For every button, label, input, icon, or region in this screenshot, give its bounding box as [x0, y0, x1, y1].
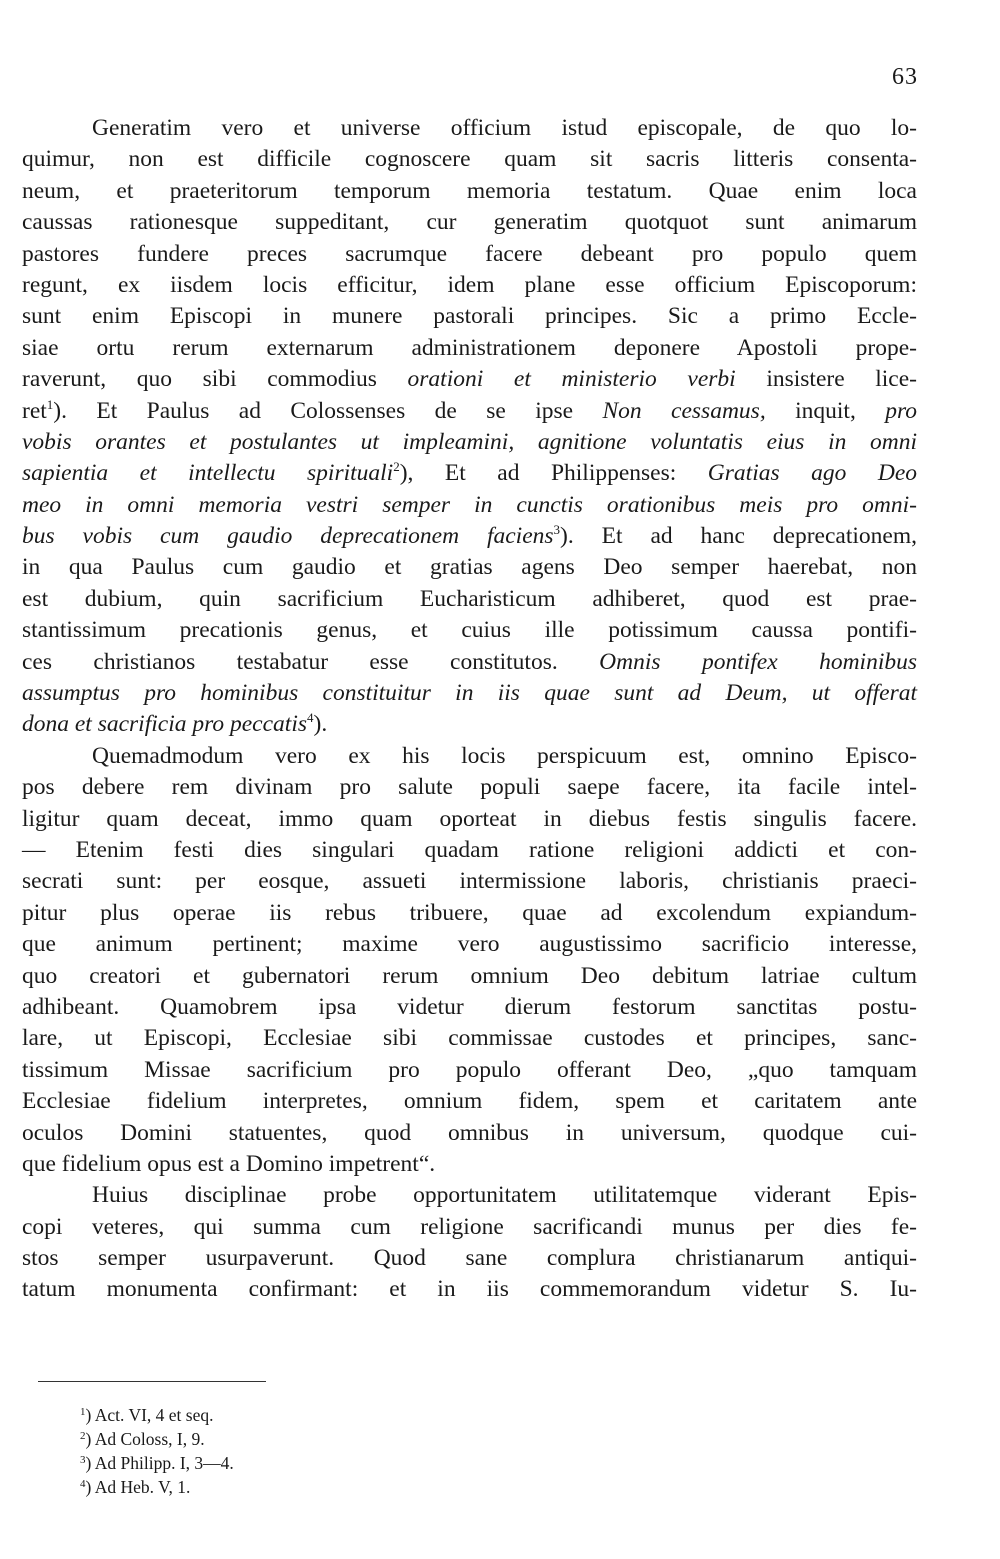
text-segment: raverunt, quo sibi commodius — [22, 366, 377, 393]
text-line: tissimum Missae sacrificium pro populo offerant Deo, „quo tamquam — [22, 1056, 917, 1083]
text-segment: insistere lice- — [766, 366, 917, 393]
text-line: secrati sunt: per eosque, assueti intermissione laboris, christianis praeci- — [22, 868, 917, 895]
italic-quote: bus vobis cum gaudio deprecationem faciens — [22, 523, 554, 550]
italic-quote: Non cessamus, — [602, 397, 766, 424]
text-line: siae ortu rerum externarum administrationem deponere Apostoli prope- — [22, 334, 917, 361]
footnote-text: ) Ad Philipp. I, 3—4. — [85, 1453, 234, 1473]
footnote-marker: 3 — [553, 522, 561, 538]
text-line: oculos Domini statuentes, quod omnibus in universum, quodque cui- — [22, 1119, 917, 1146]
text-line: pos debere rem divinam pro salute populi saepe facere, ita facile intel- — [22, 774, 917, 801]
footnote-number: 1 — [80, 1406, 86, 1418]
text-line — [22, 458, 917, 489]
italic-quote: Gratias ago Deo — [707, 460, 917, 487]
footnotes — [80, 1403, 480, 1499]
text-segment: ), Et ad Philippenses: — [399, 460, 677, 487]
text-line — [22, 678, 917, 709]
footnote — [80, 1403, 480, 1427]
text-line — [22, 396, 917, 427]
text-line: est dubium, quin sacrificium Eucharisticum adhiberet, quod est prae- — [22, 585, 917, 612]
text-line: copi veteres, qui summa cum religione sacrificandi munus per dies fe- — [22, 1213, 917, 1240]
italic-quote: sapientia et intellectu spirituali — [22, 460, 394, 487]
text-segment: ces christianos testabatur esse constitutos. — [22, 648, 558, 675]
text-line: Ecclesiae fidelium interpretes, omnium fidem, spem et caritatem ante — [22, 1088, 917, 1115]
text-line: neum, et praeteritorum temporum memoria testatum. Quae enim loca — [22, 177, 917, 204]
text-segment: ret — [22, 397, 47, 424]
footnote-number: 2 — [80, 1430, 86, 1442]
footnote-marker: 4 — [307, 710, 314, 726]
italic-quote: dona et sacrificia pro peccatis — [22, 711, 307, 738]
text-line: pastores fundere preces sacrumque facere debeant pro populo quem — [22, 240, 917, 267]
footnote-number: 3 — [80, 1454, 86, 1466]
text-line — [22, 427, 917, 458]
italic-quote: orationi et ministerio verbi — [407, 366, 736, 393]
footnote-separator — [38, 1381, 266, 1382]
text-line: ligitur quam deceat, immo quam oporteat in diebus festis singulis facere. — [22, 805, 917, 832]
text-line: pitur plus operae iis rebus tribuere, quae ad excolendum expiandum- — [22, 899, 917, 926]
text-line: quimur, non est difficile cognoscere quam sit sacris litteris consenta- — [22, 146, 917, 173]
text-line: — Etenim festi dies singulari quadam ratione religioni addicti et con- — [22, 836, 917, 863]
italic-quote: pro — [885, 397, 918, 424]
italic-quote: vobis orantes et postulantes ut impleamini, agnitione voluntatis eius in omni — [22, 428, 917, 455]
footnote-number: 4 — [80, 1478, 86, 1490]
body-text — [22, 113, 917, 1306]
text-line: sunt enim Episcopi in munere pastorali principes. Sic a primo Eccle- — [22, 303, 917, 330]
italic-quote: meo in omni memoria vestri semper in cunctis orationibus meis pro omni- — [22, 491, 917, 518]
text-line: Huius disciplinae probe opportunitatem utilitatemque viderant Epis- — [92, 1182, 917, 1209]
text-line: Quemadmodum vero ex his locis perspicuum est, omnino Episco- — [92, 742, 917, 769]
text-segment: inquit, — [795, 397, 856, 424]
text-line — [22, 364, 917, 395]
text-line — [22, 521, 917, 552]
footnote — [80, 1451, 480, 1475]
text-line: que animum pertinent; maxime vero augustissimo sacrificio interesse, — [22, 931, 917, 958]
footnote-marker: 1 — [46, 396, 54, 412]
text-line: stantissimum precationis genus, et cuius ille potissimum caussa pontifi- — [22, 617, 917, 644]
footnote — [80, 1475, 480, 1499]
text-line — [22, 709, 917, 740]
text-line — [22, 490, 917, 521]
text-line: regunt, ex iisdem locis efficitur, idem plane esse officium Episcoporum: — [22, 271, 917, 298]
text-line: adhibeant. Quamobrem ipsa videtur dierum festorum sanctitas postu- — [22, 993, 917, 1020]
text-line: tatum monumenta confirmant: et in iis commemorandum videtur S. Iu- — [22, 1276, 917, 1303]
text-line: que fidelium opus est a Domino impetrent“. — [22, 1150, 436, 1177]
text-line: quo creatori et gubernatori rerum omnium Deo debitum latriae cultum — [22, 962, 917, 989]
text-line: stos semper usurpaverunt. Quod sane complura christianarum antiqui- — [22, 1245, 917, 1272]
text-segment: ). Et ad hanc deprecationem, — [560, 523, 917, 550]
text-segment: ). — [313, 711, 328, 738]
text-line: Generatim vero et universe officium istud episcopale, de quo lo- — [92, 115, 917, 141]
text-line — [22, 647, 917, 678]
footnote-text: ) Ad Heb. V, 1. — [85, 1477, 191, 1497]
page-number: 63 — [892, 64, 918, 90]
text-line: lare, ut Episcopi, Ecclesiae sibi commissae custodes et principes, sanc- — [22, 1025, 917, 1052]
footnote-marker: 2 — [393, 459, 400, 475]
footnote-text: ) Act. VI, 4 et seq. — [85, 1405, 214, 1425]
italic-quote: assumptus pro hominibus constituitur in iis quae sunt ad Deum, ut offerat — [22, 680, 917, 707]
footnote-text: ) Ad Coloss, I, 9. — [85, 1429, 205, 1449]
italic-quote: Omnis pontifex hominibus — [599, 648, 917, 675]
text-line: caussas rationesque suppeditant, cur generatim quotquot sunt animarum — [22, 209, 917, 236]
text-line: in qua Paulus cum gaudio et gratias agens Deo semper haerebat, non — [22, 554, 917, 581]
footnote — [80, 1427, 480, 1451]
text-segment: ). Et Paulus ad Colossenses de se ipse — [53, 397, 574, 424]
